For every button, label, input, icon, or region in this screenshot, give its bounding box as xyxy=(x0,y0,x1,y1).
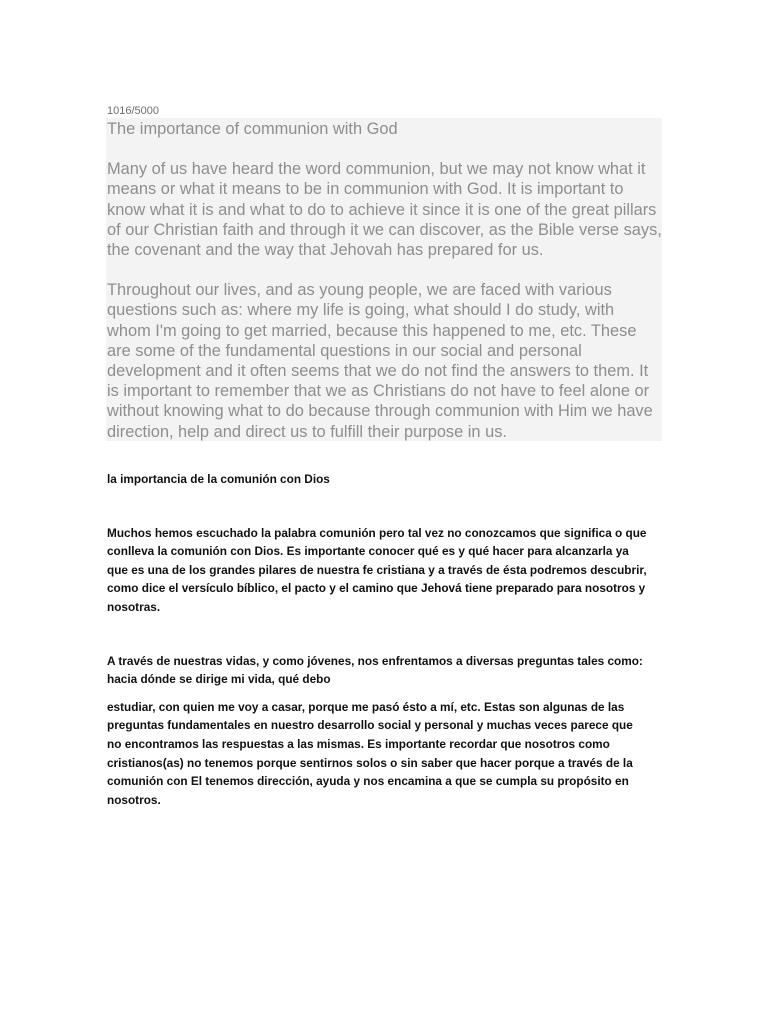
original-paragraph-1: Muchos hemos escuchado la palabra comunión pero tal vez no conozcamos que significa o que conlleva la comunión con Dios. Es importante conocer qué es y qué hacer para alcanzarla ya que es una de los grandes pilares de nuestra fe cristiana y a través de ésta podremos descubrir, como dice el versículo bíblico, el pacto y el camino que Jehová tiene preparado para nosotros y nosotras. xyxy=(107,525,647,614)
translation-title: The importance of communion with God xyxy=(107,120,398,138)
original-text xyxy=(107,470,647,809)
character-counter: 1016/5000 xyxy=(107,105,159,117)
paragraph-gap xyxy=(107,260,662,280)
original-paragraph-3: estudiar, con quien me voy a casar, porque me pasó ésto a mí, etc. Estas son algunas de las preguntas fundamentales en nuestro desarrollo social y personal y muchas veces parece que no encontramos las respuestas a las mismas. Es importante recordar que nosotros como cristianos(as) no tenemos porque sentirnos solos o sin saber que hacer porque a través de la comunión con El tenemos dirección, ayuda y nos encamina a que se cumpla su propósito en nosotros. xyxy=(107,699,633,807)
translation-output[interactable] xyxy=(106,118,662,441)
original-paragraph-2: A través de nuestras vidas, y como jóvenes, nos enfrentamos a diversas preguntas tales como: hacia dónde se dirige mi vida, qué debo xyxy=(107,653,643,687)
translation-paragraph-1: Many of us have heard the word communion, but we may not know what it means or what it means to be in communion with God. It is important to know what it is and what to do to achieve it since it is one of the great pillars of our Christian faith and through it we can discover, as the Bible verse says, the covenant and the way that Jehovah has prepared for us. xyxy=(107,160,662,260)
paragraph-gap xyxy=(107,139,662,159)
original-title: la importancia de la comunión con Dios xyxy=(107,472,330,486)
translation-paragraph-2: Throughout our lives, and as young people, we are faced with various questions such as: where my life is going, what should I do study, with whom I'm going to get married, because this happened to me, etc. These are some of the fundamental questions in our social and personal development and it often seems that we do not find the answers to them. It is important to remember that we as Christians do not have to feel alone or without knowing what to do because through communion with Him we have direction, help and direct us to fulfill their purpose in us. xyxy=(107,281,653,441)
